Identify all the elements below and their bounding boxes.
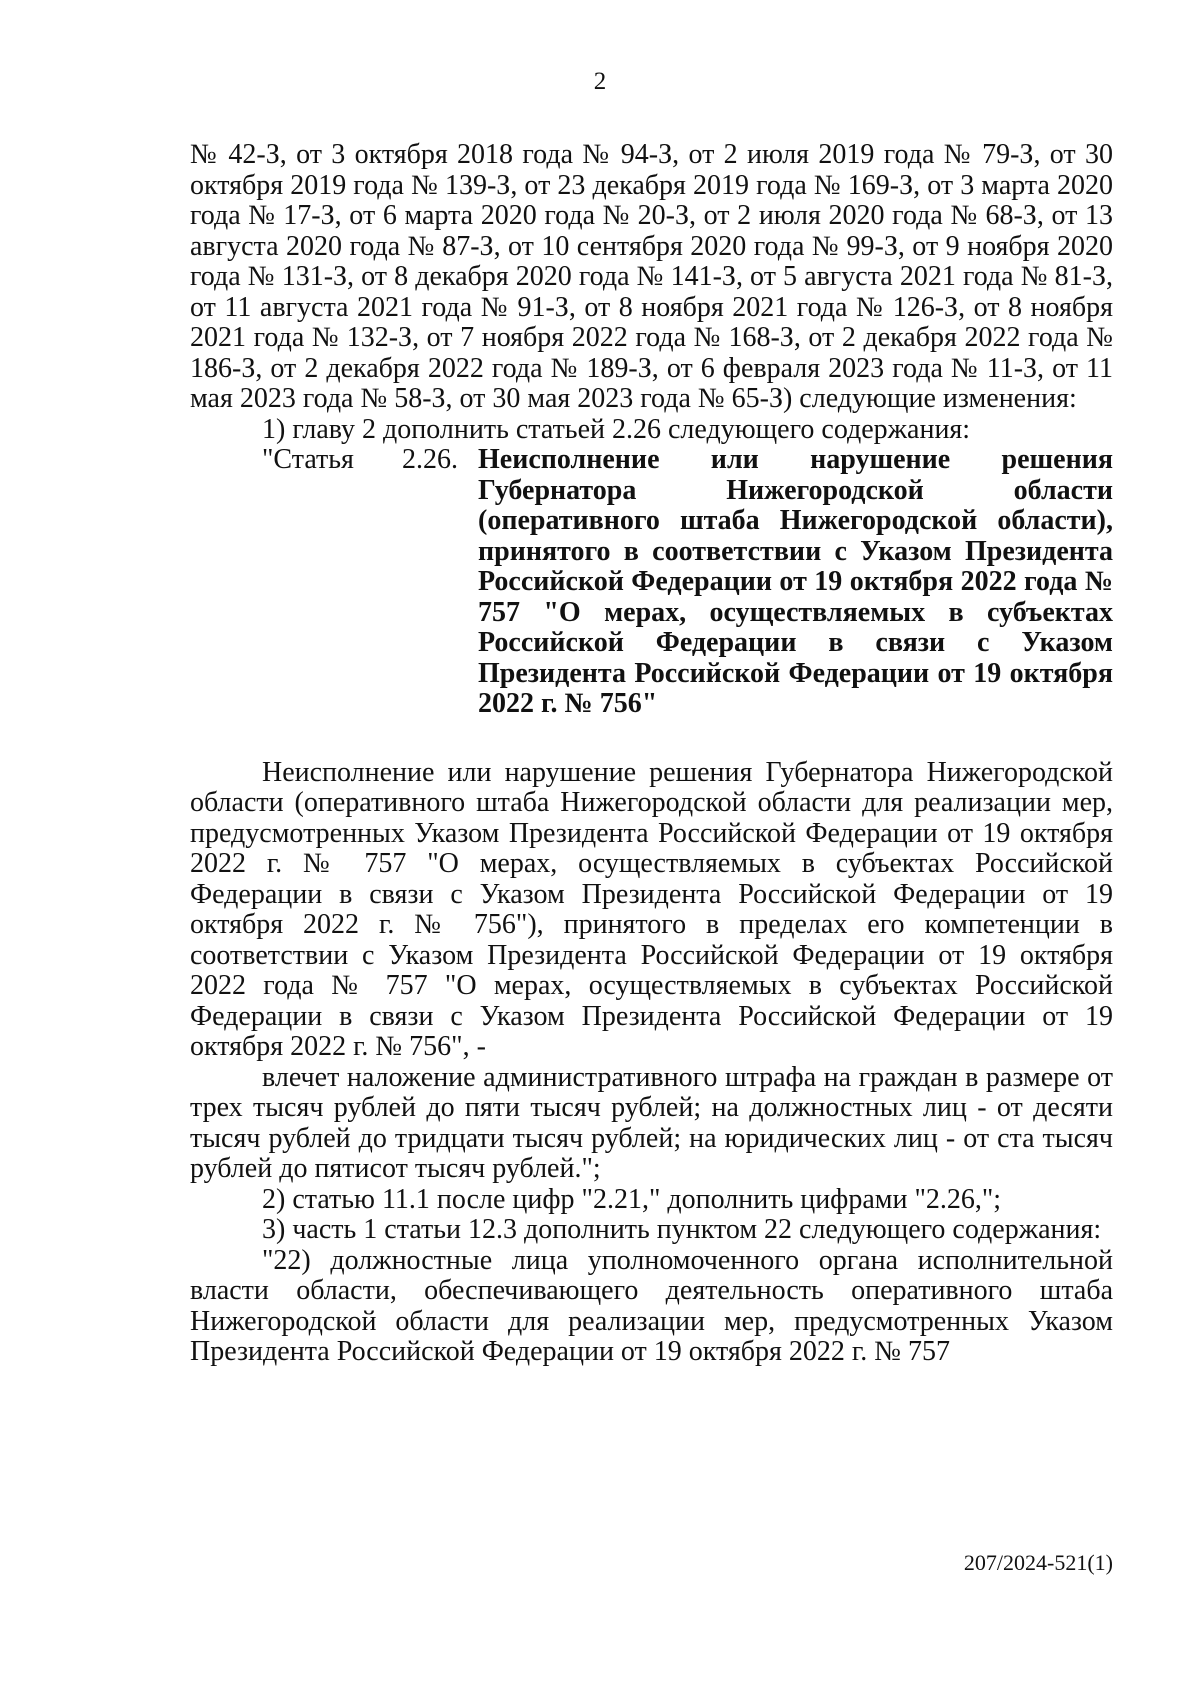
article-body-paragraph-2: влечет наложение административного штрафа на граждан в размере от трех тысяч рублей до пяти тысяч рублей; на должностных лиц - от десяти тысяч рублей до тридцати тысяч рублей; на юридических лиц - от ста тысяч рублей до пятисот тысяч рублей."; [190, 1061, 1113, 1184]
intro-paragraph: № 42-З, от 3 октября 2018 года № 94-З, от 2 июля 2019 года № 79-З, от 30 октября 2019 года № 139-З, от 23 декабря 2019 года № 169-З, от 3 марта 2020 года № 17-З, от 6 марта 2020 года № 20-З, от 2 июля 2020 года № 68-З, от 13 августа 2020 года № 87-З, от 10 сентября 2020 года № 99-З, от 9 ноября 2020 года № 131-З, от 8 декабря 2020 года № 141-З, от 5 августа 2021 года № 81-З, от 11 августа 2021 года № 91-З, от 8 ноября 2021 года № 126-З, от 8 ноября 2021 года № 132-З, от 7 ноября 2022 года № 168-З, от 2 декабря 2022 года № 186-З, от 2 декабря 2022 года № 189-З, от 6 февраля 2023 года № 11-З, от 11 мая 2023 года № 58-З, от 30 мая 2023 года № 65-З) следующие изменения: [190, 139, 1113, 414]
item-3-text: "22) должностные лица уполномоченного органа исполнительной власти области, обеспечивающего деятельность оперативного штаба Нижегородской области для реализации мер, предусмотренных Указом Президента Российской Федерации от 19 октября 2022 г. № 757 [190, 1244, 1113, 1367]
article-body-paragraph-1: Неисполнение или нарушение решения Губернатора Нижегородской области (оперативного штаба Нижегородской области для реализации мер, предусмотренных Указом Президента Российской Федерации от 19 октября 2022 г. № 757 "О мерах, осуществляемых в субъектах Российской Федерации в связи с Указом Президента Российской Федерации от 19 октября 2022 г. № 756"), принятого в пределах его компетенции в соответствии с Указом Президента Российской Федерации от 19 октября 2022 года № 757 "О мерах, осуществляемых в субъектах Российской Федерации в связи с Указом Президента Российской Федерации от 19 октября 2022 г. № 756", - [190, 756, 1113, 1062]
spacer [190, 720, 1113, 758]
item-3: 3) часть 1 статьи 12.3 дополнить пунктом 22 следующего содержания: [262, 1214, 1102, 1245]
article-heading [190, 445, 1113, 720]
article-number: 2.26. [402, 444, 458, 475]
item-2: 2) статью 11.1 после цифр "2.21," дополнить цифрами "2.26,"; [262, 1183, 1002, 1215]
article-word: "Статья [262, 444, 354, 475]
item-1: 1) главу 2 дополнить статьей 2.26 следующего содержания: [262, 413, 971, 445]
article-label [190, 445, 478, 720]
document-code: 207/2024-521(1) [963, 1550, 1113, 1575]
document-body [190, 140, 1113, 1368]
article-title: Неисполнение или нарушение решения Губернатора Нижегородской области (оперативного штаба Нижегородской области), принятого в соответствии с Указом Президента Российской Федерации от 19 октября 2022 года № 757 "О мерах, осуществляемых в субъектах Российской Федерации в связи с Указом Президента Российской Федерации от 19 октября 2022 г. № 756" [478, 444, 1113, 719]
page-number: 2 [593, 68, 607, 95]
